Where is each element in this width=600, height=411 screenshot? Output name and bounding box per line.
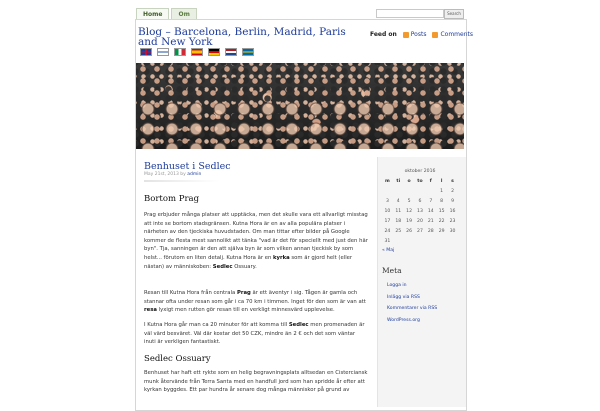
text-run: lyxigt men rutten gör resan till en verkligt minnesvärd upplevelse. [156,307,335,314]
calendar-week [382,186,458,196]
top-navigation [0,0,600,20]
calendar-day: 10 [384,208,391,214]
blog-title[interactable]: Blog – Barcelona, Berlin, Madrid, Paris and New York [138,26,346,48]
bold-text: resa [144,307,157,314]
weekday: ti [396,178,401,184]
calendar-day: 8 [440,198,444,204]
calendar-day [393,236,404,246]
calendar-day: 15 [438,208,445,214]
calendar-week [382,226,458,236]
text-run: Ossuary. [232,263,257,270]
calendar-day: 27 [417,228,423,234]
calendar-day: 13 [417,208,423,214]
se-flag-icon[interactable] [242,48,254,56]
search-input[interactable] [376,9,444,18]
calendar-day: 23 [449,218,456,224]
calendar-day: 6 [418,198,422,204]
calendar-day: 16 [449,208,456,214]
calendar-day: 18 [395,218,402,224]
posts-rss-link[interactable] [403,31,427,38]
calendar-day: 12 [406,208,413,214]
calendar-day: 26 [406,228,413,234]
rss-icon [403,32,409,38]
text-run: Resan till Kutna Hora från centrala [144,290,237,296]
text-run: Prag erbjuder många platser att upptäcka, men det skulle vara ett allvarligt misstag att inte se bortom stadsgränsen. Kutna Hora är en av alla populära platser i närheten av den tjeckiska huvudstaden. Om man tittar efter bilder på Google kommer de flesta mest sannolikt att tänka "vad är det för speciellt med just den här byn". Tja, sanningen är den att själva byn är som vilken annan tjeckisk by som helst... förutom en liten detalj. Kutna Hora är en [144,212,368,261]
calendar-week [382,196,458,206]
text-run: men promenaden är väl värd besväret. Väl där kostar det 50 CZK, mindre än 2 € och det som väntar inuti är verkligen fantastiskt. [144,322,365,346]
calendar-widget [382,169,458,253]
calendar-prev-link[interactable]: « Maj [382,248,395,253]
rss-icon [432,32,438,38]
post-meta [144,172,201,177]
crowd-foreground [136,99,464,149]
search-button[interactable]: Search [444,9,464,19]
header-crowd-image [136,63,464,149]
post-paragraph-4: Benhuset har haft ett rykte som en helig begravningsplats alltsedan en Cisterciansk munk återvände från Terra Santa med en handfull jord som han spridde år efter att kyrkan byggdes. Ett par hundra år senare dog många människor på grund av [144,370,368,394]
calendar-day: 28 [427,228,434,234]
calendar-day [382,186,393,196]
meta-link-comments-rss[interactable]: Kommentarer via RSS [387,306,438,311]
posts-rss-label: Posts [410,31,427,38]
calendar-day: 24 [384,228,391,234]
feed-label: Feed on [370,31,397,38]
gb-flag-icon[interactable] [140,48,152,56]
calendar-weekdays [382,176,458,186]
calendar-day: 29 [438,228,445,234]
weekday: m [385,178,390,184]
post-paragraph-2 [144,289,368,315]
calendar-week [382,236,458,246]
bold-text: Sedlec [212,263,233,270]
tab-home[interactable]: Home [136,8,169,21]
calendar-day [425,186,436,196]
comments-rss-link[interactable] [432,31,473,38]
calendar-day [415,236,426,246]
post-paragraph-3 [144,321,368,347]
meta-title: Meta [382,266,402,275]
calendar-week [382,206,458,216]
calendar-day [436,236,447,246]
calendar-day [393,186,404,196]
bold-text: Sedlec [288,322,309,328]
calendar-day: 9 [451,198,454,204]
calendar-day: 4 [396,198,400,204]
it-flag-icon[interactable] [174,48,186,56]
calendar-day: 22 [438,218,445,224]
weekday: l [440,178,443,184]
calendar-day [415,186,426,196]
calendar-day: 19 [406,218,413,224]
language-flags [140,48,254,56]
section-heading-sedlec-ossuary: Sedlec Ossuary [144,354,211,364]
meta-link-wordpress[interactable]: WordPress.org [387,317,420,323]
nl-flag-icon[interactable] [225,48,237,56]
post-divider [144,180,219,182]
calendar-day: 17 [384,218,391,224]
weekday: f [429,178,432,184]
bold-text: Prag [236,290,251,296]
calendar-day: 30 [449,228,456,234]
weekday: s [451,178,454,184]
calendar-day: 3 [385,198,389,204]
comments-rss-label: Comments [440,31,473,38]
calendar-day [425,236,436,246]
post-title[interactable]: Benhuset i Sedlec [144,161,231,172]
calendar-days [382,186,458,246]
post-paragraph-1 [144,211,368,271]
bold-text: kyrka [273,254,290,261]
calendar-caption: oktober 2016 [404,169,436,174]
post-date: May 21st, 2013 by [144,172,186,177]
weekday: o [407,178,411,184]
es-flag-icon[interactable] [191,48,203,56]
calendar-day [404,236,415,246]
calendar-day: 5 [407,198,411,204]
feed-links [370,31,473,38]
calendar-day: 11 [395,208,402,214]
calendar-day: 14 [427,208,434,214]
text-run: I Kutna Hora går man ca 20 minuter för att komma till [144,322,289,328]
calendar-day: 31 [384,238,391,244]
text-run: som är gjord helt (eller nästan) av människoben: [144,254,353,270]
tab-om[interactable]: Om [171,8,196,21]
calendar-day: 21 [427,218,434,224]
calendar-day: 7 [429,198,433,204]
calendar-day: 25 [395,228,402,234]
post-author-link[interactable]: admin [187,172,202,177]
meta-links [387,280,437,326]
weekday: to [417,178,423,184]
fi-flag-icon[interactable] [157,48,169,56]
calendar-day [404,186,415,196]
meta-link-login[interactable]: Logga in [387,283,407,288]
calendar-day: 20 [417,218,423,224]
calendar-day: 1 [440,188,444,194]
calendar-day: 2 [451,188,454,194]
meta-link-posts-rss[interactable]: Inlägg via RSS [387,294,420,300]
calendar-table [382,176,458,246]
calendar-day [447,236,458,246]
text-run: är ett äventyr i sig. Tågen är gamla och stannar ofta under resan som går i ca 70 km i timmen. Inget för den som är van att [144,290,366,305]
section-heading-bortom-prag: Bortom Prag [144,194,200,204]
calendar-week [382,216,458,226]
de-flag-icon[interactable] [208,48,220,56]
